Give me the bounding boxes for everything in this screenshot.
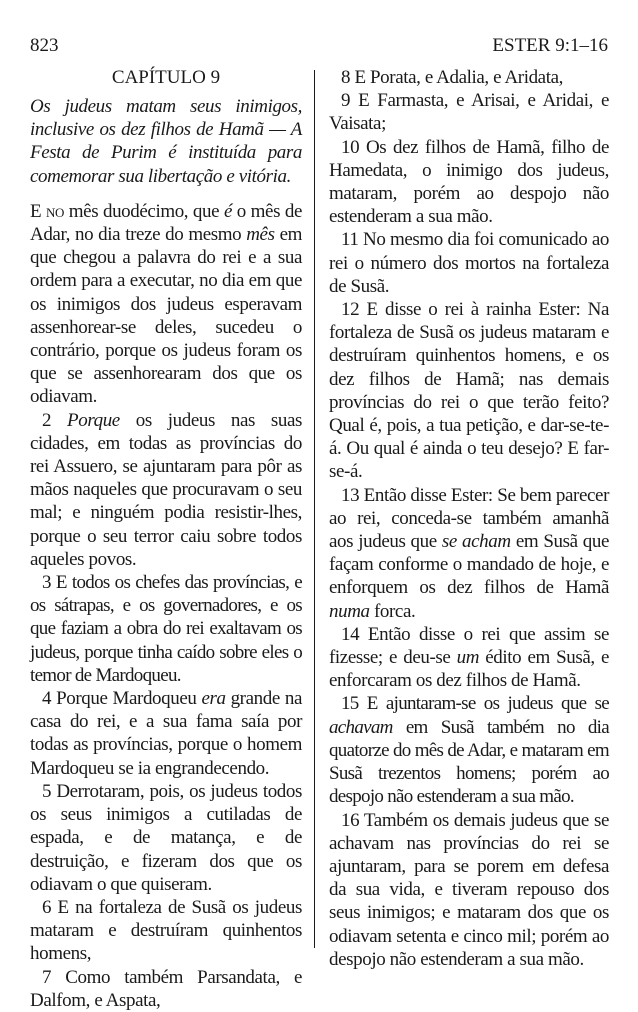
page-number: 823 <box>30 35 59 56</box>
running-header <box>30 35 608 61</box>
verse-11: 11 No mesmo dia foi comunicado ao rei o número dos mortos na fortaleza de Susã. <box>329 229 609 297</box>
chapter-title: CAPÍTULO 9 <box>111 67 221 88</box>
verse-8: 8 E Porata, e Adalia, e Aridata, <box>341 67 563 88</box>
verse-3: 3 E todos os chefes das províncias, e os sátrapas, e os governadores, e os que faziam a obra do rei exaltavam os judeus, porque tinha caído sobre eles o temor de Mardoqueu. <box>30 572 302 686</box>
verse-14: 14 Então disse o rei que assim se fizesse; e deu-se um édito em Susã, e enforcaram os dez filhos de Hamã. <box>329 623 609 692</box>
verse-12: 12 E disse o rei à rainha Ester: Na fortaleza de Susã os judeus mataram e destruíram quinhentos homens, e os dez filhos de Hamã; nas demais províncias do rei o que terão feito? Qual é, pois, a tua petição, e dar-se-te-á. Ou qual é ainda o teu desejo? E far-se-á. <box>329 299 609 483</box>
verse-4: 4 Porque Mardoqueu era grande na casa do rei, e a sua fama saía por todas as províncias, porque o homem Mardoqueu se ia engrandecendo. <box>30 688 302 779</box>
verse-16: 16 Também os demais judeus que se achavam nas províncias do rei se ajuntaram, para se porem em defesa da sua vida, e tiveram repouso dos seus inimigos; e mataram dos que os odiavam setenta e cinco mil; porém ao despojo não estenderam a sua mão. <box>329 809 609 970</box>
verse-1: E no mês duodécimo, que é o mês de Adar, no dia treze do mesmo mês em que chegou a palavra do rei e a sua ordem para a executar, no dia em que os inimigos dos judeus esperavam assenhorear-se deles, sucedeu o contrário, porque os judeus foram os que se assenhorearam dos que os odiavam. <box>30 200 302 408</box>
left-column <box>30 66 302 1012</box>
right-column <box>329 66 609 971</box>
verse-7: 7 Como também Parsandata, e Dalfom, e Aspata, <box>30 966 302 1011</box>
verse-6: 6 E na fortaleza de Susã os judeus mataram e destruíram quinhentos homens, <box>30 896 302 965</box>
verse-5: 5 Derrotaram, pois, os judeus todos os seus inimigos a cutiladas de espada, e de matança, e de destruição, e fizeram dos que os odiavam o que quiseram. <box>30 780 302 895</box>
book-chapter-reference: ESTER 9:1–16 <box>492 35 608 56</box>
verse-1-initial: E <box>30 200 42 222</box>
chapter-summary: Os judeus matam seus inimigos, inclusive os dez filhos de Hamã — A Festa de Purim é instituída para comemorar sua libertação e vitória. <box>30 96 302 187</box>
column-divider <box>314 70 315 948</box>
verse-2: 2 Porque os judeus nas suas cidades, em todas as províncias do rei Assuero, se ajuntaram para pôr as mãos naqueles que procuravam o seu mal; e ninguém podia resistir-lhes, porque o seu terror caiu sobre todos aqueles povos. <box>30 409 303 570</box>
verse-10: 10 Os dez filhos de Hamã, filho de Hamedata, o inimigo dos judeus, mataram, porém ao despojo não estenderam a sua mão. <box>329 136 609 228</box>
verse-15: 15 E ajuntaram-se os judeus que se achavam em Susã também no dia quatorze do mês de Adar, e mataram em Susã trezentos homens; porém ao despojo não estenderam a sua mão. <box>329 693 609 808</box>
verse-1-smallcaps: no <box>46 200 64 222</box>
verse-13: 13 Então disse Ester: Se bem parecer ao rei, conceda-se também amanhã aos judeus que se acham em Susã que façam conforme o mandado de hoje, e enforquem os dez filhos de Hamã numa forca. <box>329 484 609 622</box>
verse-9: 9 E Farmasta, e Arisai, e Aridai, e Vaisata; <box>329 90 609 135</box>
